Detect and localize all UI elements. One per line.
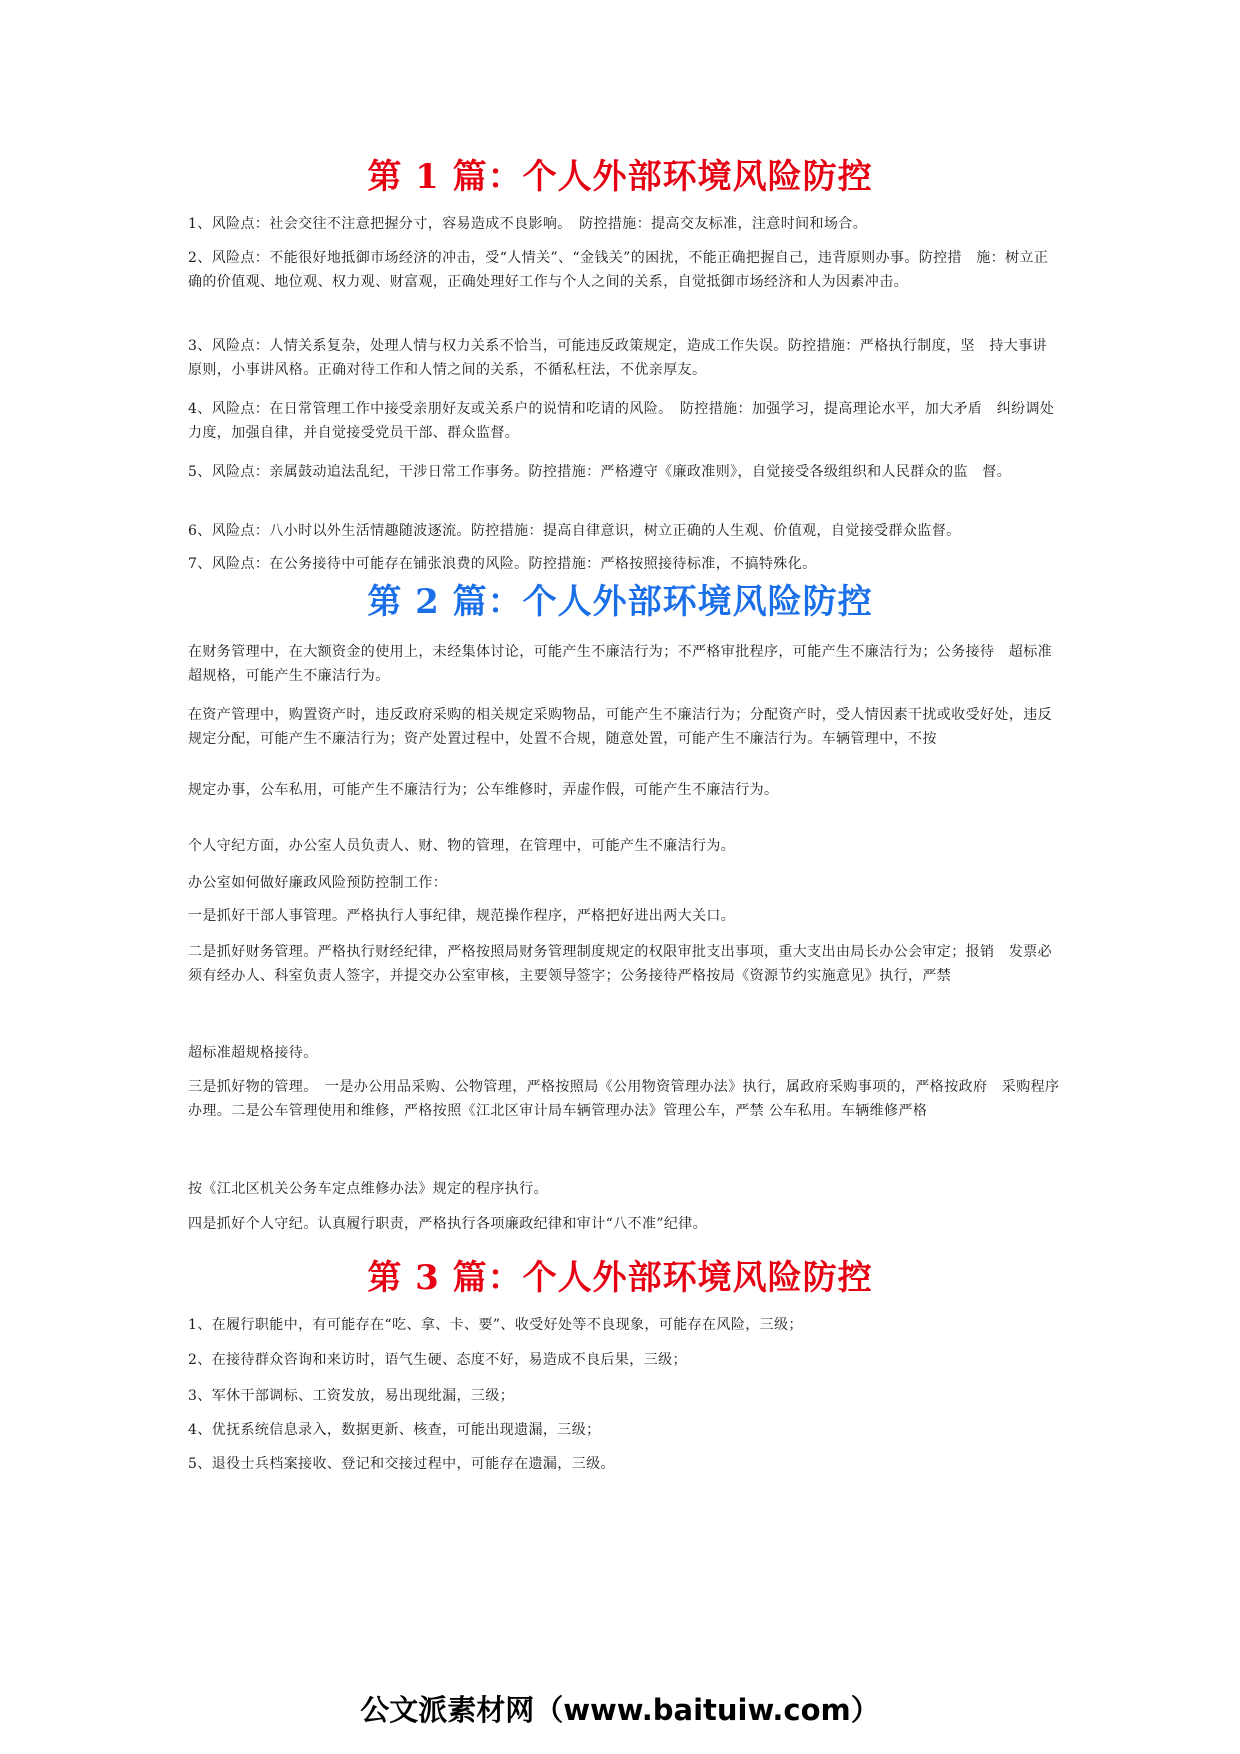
section-2-paragraph-6: 一是抓好干部人事管理。严格执行人事纪律，规范操作程序，严格把好进出两大关口。 bbox=[188, 908, 736, 924]
section-3-item-1: 1、在履行职能中，有可能存在“吃、拿、卡、要”、收受好处等不良现象，可能存在风险，三级； bbox=[188, 1317, 803, 1333]
section-1-item-2: 2、风险点：不能很好地抵御市场经济的冲击，受“人情关”、“金钱关”的困扰，不能正确把握自己，违背原则办事。防控措 施：树立正确的价值观、地位观、权力观、财富观，正确处理好工作与个人之间的关系，自觉抵御市场经济和人为因素冲击。 bbox=[188, 250, 1049, 290]
section-2-paragraph-8: 超标准超规格接待。 bbox=[188, 1045, 318, 1061]
section-3-item-2: 2、在接待群众咨询和来访时，语气生硬、态度不好，易造成不良后果，三级； bbox=[188, 1352, 687, 1368]
section-1-item-1: 1、风险点：社会交往不注意把握分寸，容易造成不良影响。 防控措施：提高交友标准，注意时间和场合。 bbox=[188, 216, 868, 232]
section-2-paragraph-1: 在财务管理中，在大额资金的使用上，未经集体讨论，可能产生不廉洁行为；不严格审批程序，可能产生不廉洁行为；公务接待 超标准超规格，可能产生不廉洁行为。 bbox=[188, 644, 1052, 684]
section-3-item-3: 3、军休干部调标、工资发放，易出现纰漏，三级； bbox=[188, 1388, 515, 1404]
section-3-item-5: 5、退役士兵档案接收、登记和交接过程中，可能存在遗漏，三级。 bbox=[188, 1456, 615, 1472]
section-3-title: 第 3 篇：个人外部环境风险防控 bbox=[367, 1258, 873, 1298]
section-1-item-7: 7、风险点：在公务接待中可能存在铺张浪费的风险。防控措施：严格按照接待标准，不搞特殊化。 bbox=[188, 556, 817, 572]
section-1-title: 第 1 篇：个人外部环境风险防控 bbox=[367, 157, 873, 197]
section-3-item-4: 4、优抚系统信息录入，数据更新、核查，可能出现遗漏，三级； bbox=[188, 1422, 601, 1438]
section-2-paragraph-9: 三是抓好物的管理。 一是办公用品采购、公物管理，严格按照局《公用物资管理办法》执行，属政府采购事项的，严格按政府 采购程序办理。二是公车管理使用和维修，严格按照《江北区审计局车辆管理办法》管理公车，严禁 公车私用。车辆维修严格 bbox=[188, 1079, 1060, 1119]
section-2-paragraph-5: 办公室如何做好廉政风险预防控制工作： bbox=[188, 875, 448, 891]
footer-watermark: 公文派素材网（www.baituiw.com） bbox=[360, 1693, 880, 1727]
section-1-item-4: 4、风险点：在日常管理工作中接受亲朋好友或关系户的说情和吃请的风险。 防控措施：加强学习，提高理论水平，加大矛盾 纠纷调处力度，加强自律，并自觉接受党员干部、群众监督。 bbox=[188, 401, 1055, 441]
section-1-item-6: 6、风险点：八小时以外生活情趣随波逐流。防控措施：提高自律意识，树立正确的人生观、价值观，自觉接受群众监督。 bbox=[188, 523, 961, 539]
section-1-item-5: 5、风险点：亲属鼓动追法乱纪，干涉日常工作事务。防控措施：严格遵守《廉政准则》，自觉接受各级组织和人民群众的监 督。 bbox=[188, 464, 1012, 480]
section-2-title: 第 2 篇：个人外部环境风险防控 bbox=[367, 582, 873, 622]
section-1-item-3: 3、风险点：人情关系复杂，处理人情与权力关系不恰当，可能违反政策规定，造成工作失误。防控措施：严格执行制度，坚 持大事讲原则，小事讲风格。正确对待工作和人情之间的关系，不循私枉法，不优亲厚友。 bbox=[188, 338, 1047, 378]
section-2-paragraph-2: 在资产管理中，购置资产时，违反政府采购的相关规定采购物品，可能产生不廉洁行为；分配资产时，受人情因素干扰或收受好处，违反规定分配，可能产生不廉洁行为；资产处置过程中，处置不合规，随意处置，可能产生不廉洁行为。车辆管理中，不按 bbox=[188, 707, 1052, 747]
section-2-paragraph-3: 规定办事，公车私用，可能产生不廉洁行为；公车维修时，弄虚作假，可能产生不廉洁行为。 bbox=[188, 782, 779, 798]
section-2-paragraph-7: 二是抓好财务管理。严格执行财经纪律，严格按照局财务管理制度规定的权限审批支出事项，重大支出由局长办公会审定；报销 发票必须有经办人、科室负责人签字，并提交办公室审核，主要领导签字；公务接待严格按局《资源节约实施意见》执行，严禁 bbox=[188, 944, 1052, 984]
section-2-paragraph-10: 按《江北区机关公务车定点维修办法》规定的程序执行。 bbox=[188, 1181, 548, 1197]
section-2-paragraph-4: 个人守纪方面，办公室人员负责人、财、物的管理，在管理中，可能产生不廉洁行为。 bbox=[188, 838, 736, 854]
section-2-paragraph-11: 四是抓好个人守纪。认真履行职责，严格执行各项廉政纪律和审计“八不准”纪律。 bbox=[188, 1216, 708, 1232]
